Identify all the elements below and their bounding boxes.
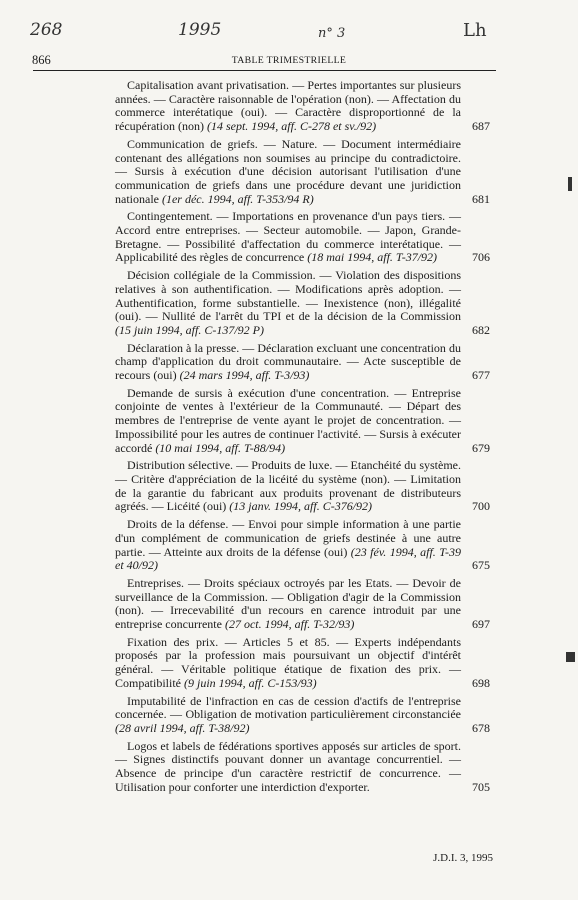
index-entry [115,459,490,514]
entry-text: Déclaration à la presse. — Déclaration excluant une concentration du champ d'application du droit communautaire. — Acte susceptible de recours (oui) [115,340,461,383]
entry-page: 705 [472,779,490,794]
entry-reference: (1er déc. 1994, aff. T-353/94 R) [161,191,314,206]
entry-page: 687 [472,119,490,134]
entry-page: 700 [472,499,490,514]
entry-text: Capitalisation avant privatisation. — Pertes importantes sur plusieurs années. — Caractère raisonnable de l'opération (non). — Affectation du commerce interétatique (oui). — Caractère disproportionné de la récupération (non) [115,78,461,134]
entry-reference: (9 juin 1994, aff. C-153/93) [184,675,317,690]
index-entry [115,79,490,134]
index-entry [115,636,490,691]
entry-reference: (27 oct. 1994, aff. T-32/93) [224,617,355,632]
index-entry [115,577,490,632]
entry-reference: (24 mars 1994, aff. T-3/93) [179,368,310,383]
index-entry [115,387,490,456]
entry-text: Distribution sélective. — Produits de luxe. — Etanchéité du système. — Critère d'appréciation de la licéité du système (non). — Limitation de la garantie du fabricant aux produits provenant de distributeurs agréés. — Licéité (oui) [115,458,461,514]
index-entry [115,138,490,207]
header-rule [33,70,496,71]
scan-mark [568,177,572,191]
entry-text: Demande de sursis à exécution d'une concentration. — Entreprise conjointe de ventes à l'extérieur de la Communauté. — Départ des membres de l'entreprise de vente ayant le projet de concentration. — Impossibilité pour les autres de continuer l'activité. — Sursis à exécuter accordé [115,385,461,455]
entry-text: Fixation des prix. — Articles 5 et 85. — Experts indépendants proposés par la profession mais poursuivant un objectif d'intérêt général. — Véritable politique étatique de fixation des prix. — Compatibilité [115,634,461,690]
entry-page: 675 [472,558,490,573]
entry-reference: (28 avril 1994, aff. T-38/92) [115,720,250,735]
entry-text: Entreprises. — Droits spéciaux octroyés par les Etats. — Devoir de surveillance de la Commission. — Obligation d'agir de la Commission (non). — Irrecevabilité d'un recours en carence introduit par une entreprise concurrente [115,575,461,632]
handwritten-note-3: n° 3 [318,26,346,41]
entry-page: 682 [472,322,490,337]
entry-text: Communication de griefs. — Nature. — Document intermédiaire contenant des allégations non soumises au principe du contradictoire. — Sursis à exécution d'une décision autorisant l'utilisation d'une communication de griefs dans une procédure devant une juridiction nationale [115,136,461,206]
entry-page: 681 [472,191,490,206]
entry-reference: (10 mai 1994, aff. T-88/94) [155,440,286,455]
handwritten-note-4: Lh [463,20,487,41]
page-number: 866 [32,53,51,67]
index-entry [115,210,490,265]
entry-reference: (15 juin 1994, aff. C-137/92 P) [115,322,264,337]
index-entries [115,79,490,798]
entry-text: Imputabilité de l'infraction en cas de cession d'actifs de l'entreprise concernée. — Obligation de motivation particulièrement circonstanciée [115,693,461,722]
running-title: TABLE TRIMESTRIELLE [231,55,347,66]
scan-mark [566,652,575,662]
index-entry [115,342,490,383]
entry-reference: (13 janv. 1994, aff. C-376/92) [229,499,373,514]
entry-text: Décision collégiale de la Commission. — Violation des dispositions relatives à son authentification. — Modifications après adoption. — Authentification, forme substantielle. — Inexistence (non), illégalité (oui). — Nullité de l'arrêt du TPI et de la décision de la Commission [115,268,461,324]
handwritten-note-1: 268 [30,20,63,40]
entry-text: Contingentement. — Importations en provenance d'un pays tiers. — Accord entre entreprises. — Secteur automobile. — Japon, Grande-Bretagne. — Possibilité d'affectation du commerce interétatique. — Applicabilité des règles de concurrence [115,209,461,265]
entry-page: 697 [472,617,490,632]
entry-reference: (23 fév. 1994, aff. T-39 et 40/92) [115,544,461,573]
index-entry [115,695,490,736]
entry-reference: (14 sept. 1994, aff. C-278 et sv./92) [206,119,377,134]
entry-page: 698 [472,675,490,690]
entry-page: 679 [472,440,490,455]
entry-text: Logos et labels de fédérations sportives apposés sur articles de sport. — Signes distinctifs pouvant donner un avantage concurrentiel. — Absence de principe d'un caractère restrictif de concurrence. — Utilisation pour conforter une interdiction d'exporter. [115,738,461,794]
index-entry [115,269,490,338]
journal-footer: J.D.I. 3, 1995 [433,852,493,864]
entry-page: 678 [472,720,490,735]
index-entry [115,740,490,795]
index-entry [115,518,490,573]
entry-reference: (18 mai 1994, aff. T-37/92) [307,250,438,265]
handwritten-note-2: 1995 [178,20,222,40]
entry-page: 677 [472,368,490,383]
entry-page: 706 [472,250,490,265]
entry-text: Droits de la défense. — Envoi pour simple information à une partie d'un complément de communication de griefs destinée à une autre partie. — Atteinte aux droits de la défense (oui) [115,517,461,559]
